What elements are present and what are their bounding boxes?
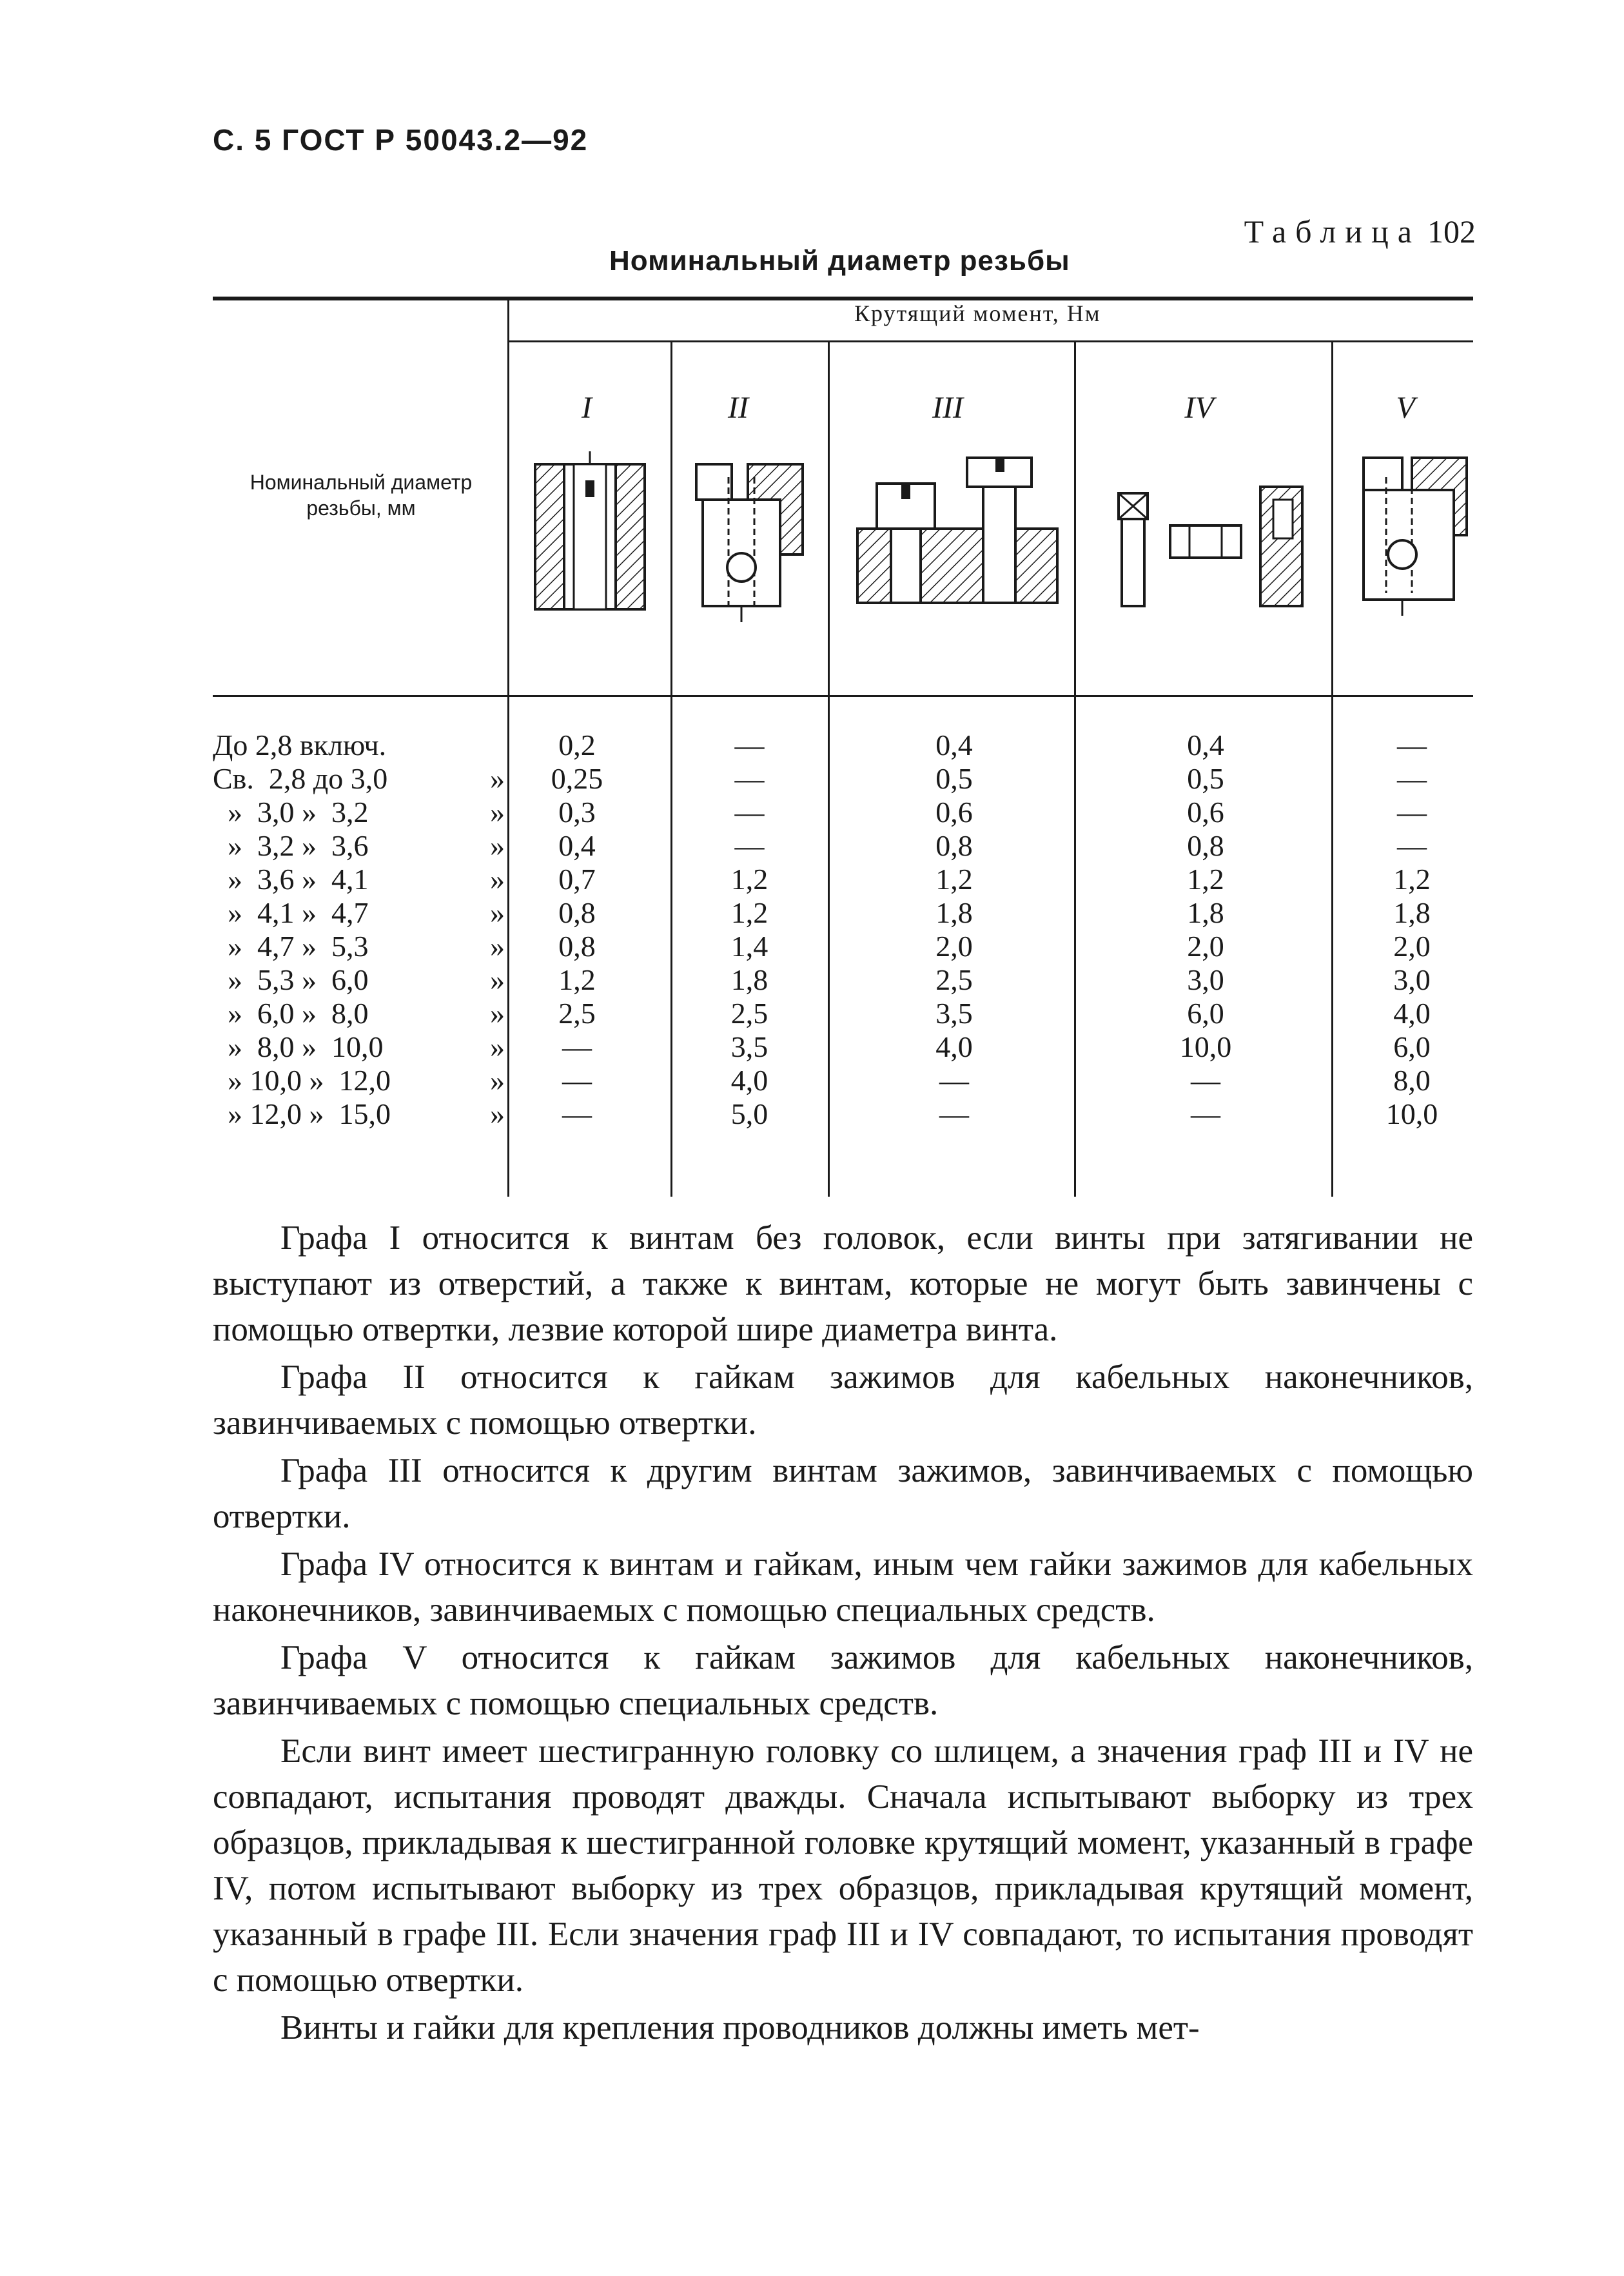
page-header: С. 5 ГОСТ Р 50043.2—92: [213, 123, 589, 157]
value-cell-4: 6,0: [1187, 997, 1224, 1030]
value-cell-5: 3,0: [1393, 963, 1431, 996]
value-cell-2: 1,2: [730, 896, 768, 929]
column-numeral-5: V: [1396, 391, 1415, 425]
value-cell-3: 4,0: [935, 1030, 973, 1063]
value-cell-4: 0,8: [1187, 829, 1224, 862]
table-row: [0, 796, 1624, 829]
table-row: [0, 863, 1624, 896]
value-cell-2: —: [734, 762, 765, 795]
range-cell: » 12,0 » 15,0: [213, 1097, 391, 1130]
ditto-mark: »: [490, 796, 505, 829]
value-cell-4: —: [1191, 1064, 1220, 1097]
value-cell-2: 3,5: [730, 1030, 768, 1063]
value-cell-3: 2,0: [935, 930, 973, 963]
value-cell-3: —: [939, 1097, 969, 1130]
table-row: [0, 896, 1624, 930]
range-cell: » 8,0 » 10,0: [213, 1030, 384, 1063]
value-cell-2: 1,8: [730, 963, 768, 996]
column-numeral-3: III: [932, 391, 963, 425]
paragraph-column-4: Графа IV относится к винтам и гайкам, иным чем гайки зажимов для кабельных наконечников, завинчиваемых с помощью специальных средств.: [213, 1545, 1473, 1629]
value-cell-3: —: [939, 1064, 969, 1097]
ditto-mark: »: [490, 1064, 505, 1097]
value-cell-3: 0,6: [935, 796, 973, 829]
paragraph-column-1: Графа I относится к винтам без головок, если винты при затягивании не выступают из отверстий, а также к винтам, которые не могут быть завинчены с помощью отвертки, лезвие которой шире диаметра винта.: [213, 1219, 1473, 1348]
range-cell: » 3,2 » 3,6: [213, 829, 369, 862]
value-cell-1: —: [562, 1064, 592, 1097]
range-cell: » 6,0 » 8,0: [213, 997, 369, 1030]
value-cell-2: 2,5: [730, 997, 768, 1030]
paragraph-continued: Винты и гайки для крепления проводников должны иметь мет-: [280, 2009, 1200, 2046]
ditto-mark: »: [490, 1097, 505, 1130]
value-cell-5: 6,0: [1393, 1030, 1431, 1063]
table-number: [1244, 213, 1476, 250]
value-cell-5: 1,2: [1393, 863, 1431, 896]
table-number-value: 102: [1427, 213, 1476, 250]
figure-slotted-screws: [851, 451, 1064, 619]
table-row: [0, 1097, 1624, 1131]
paragraph-column-2: Графа II относится к гайкам зажимов для кабельных наконечников, завинчиваемых с помощью отвертки.: [213, 1359, 1473, 1442]
paragraph-column-3: Графа III относится к другим винтам зажимов, завинчиваемых с помощью отвертки.: [213, 1452, 1473, 1535]
table-row: [0, 997, 1624, 1030]
row-header: Номинальный диаметр резьбы, мм: [249, 471, 473, 520]
value-cell-1: —: [562, 1030, 592, 1063]
column-numeral-4: IV: [1184, 391, 1214, 425]
range-cell: » 5,3 » 6,0: [213, 963, 369, 996]
table-row: [0, 762, 1624, 796]
ditto-mark: »: [490, 896, 505, 929]
value-cell-4: 1,8: [1187, 896, 1224, 929]
range-cell: » 3,0 » 3,2: [213, 796, 369, 829]
ditto-mark: »: [490, 997, 505, 1030]
range-cell: » 10,0 » 12,0: [213, 1064, 391, 1097]
value-cell-1: 0,7: [558, 863, 596, 896]
table-row: [0, 729, 1624, 762]
value-cell-5: —: [1397, 796, 1427, 829]
value-cell-3: 0,8: [935, 829, 973, 862]
value-cell-3: 0,4: [935, 729, 973, 761]
value-cell-5: —: [1397, 762, 1427, 795]
table-row: [0, 829, 1624, 863]
range-cell: » 4,1 » 4,7: [213, 896, 369, 929]
paragraph-hex-head: Если винт имеет шестигранную головку со шлицем, а значения граф III и IV не совпадают, испытания проводят дважды. Сначала испытывают выборку из трех образцов, прикладывая к шестигранной головке крутящий момент, указанный в графе IV, потом испытывают выборку из трех образцов, прикладывая крутящий момент, указанный в графе III. Если значения граф III и IV совпадают, то испытания проводят с помощью отвертки.: [213, 1732, 1473, 1999]
value-cell-3: 3,5: [935, 997, 973, 1030]
value-cell-5: —: [1397, 829, 1427, 862]
value-cell-4: 2,0: [1187, 930, 1224, 963]
value-cell-2: 5,0: [730, 1097, 768, 1130]
value-cell-3: 1,2: [935, 863, 973, 896]
column-numeral-2: II: [728, 391, 748, 425]
value-cell-1: 0,25: [551, 762, 603, 795]
value-cell-2: 4,0: [730, 1064, 768, 1097]
value-cell-2: —: [734, 829, 765, 862]
value-cell-3: 0,5: [935, 762, 973, 795]
table-row: [0, 963, 1624, 997]
range-cell: Св. 2,8 до 3,0: [213, 762, 388, 795]
value-cell-1: —: [562, 1097, 592, 1130]
ditto-mark: »: [490, 963, 505, 996]
value-cell-3: 1,8: [935, 896, 973, 929]
torque-underline: [509, 340, 1473, 342]
value-cell-2: —: [734, 729, 765, 761]
value-cell-5: —: [1397, 729, 1427, 761]
range-cell: » 3,6 » 4,1: [213, 863, 369, 896]
value-cell-2: 1,2: [730, 863, 768, 896]
table-row: [0, 1030, 1624, 1064]
torque-header: Крутящий момент, Нм: [854, 300, 1101, 326]
paragraph-column-5: Графа V относится к гайкам зажимов для кабельных наконечников, завинчиваемых с помощью специальных средств.: [213, 1639, 1473, 1722]
table-number-label: Таблица: [1244, 213, 1421, 250]
value-cell-4: 0,6: [1187, 796, 1224, 829]
body-text: [213, 1215, 1473, 2053]
ditto-mark: »: [490, 762, 505, 795]
value-cell-4: 3,0: [1187, 963, 1224, 996]
value-cell-1: 0,2: [558, 729, 596, 761]
value-cell-1: 0,4: [558, 829, 596, 862]
table-top-rule: [213, 297, 1473, 300]
figure-headless-screw: [529, 451, 651, 619]
table-caption: Номинальный диаметр резьбы: [609, 245, 1070, 277]
value-cell-4: 1,2: [1187, 863, 1224, 896]
table-head-rule: [213, 695, 1473, 697]
ditto-mark: »: [490, 863, 505, 896]
value-cell-3: 2,5: [935, 963, 973, 996]
value-cell-1: 0,3: [558, 796, 596, 829]
column-numeral-1: I: [582, 391, 592, 425]
value-cell-4: 0,5: [1187, 762, 1224, 795]
value-cell-1: 1,2: [558, 963, 596, 996]
table-row: [0, 930, 1624, 963]
value-cell-5: 8,0: [1393, 1064, 1431, 1097]
figure-hex-screw-nut: [1109, 464, 1315, 619]
table-row: [0, 1064, 1624, 1097]
value-cell-1: 2,5: [558, 997, 596, 1030]
figure-terminal-nut-special: [1351, 451, 1480, 625]
value-cell-5: 4,0: [1393, 997, 1431, 1030]
value-cell-4: 0,4: [1187, 729, 1224, 761]
value-cell-5: 2,0: [1393, 930, 1431, 963]
ditto-mark: »: [490, 930, 505, 963]
range-cell: » 4,7 » 5,3: [213, 930, 369, 963]
value-cell-5: 1,8: [1393, 896, 1431, 929]
figure-terminal-nut: [690, 451, 812, 632]
ditto-mark: »: [490, 1030, 505, 1063]
value-cell-5: 10,0: [1385, 1097, 1438, 1130]
value-cell-1: 0,8: [558, 930, 596, 963]
ditto-mark: »: [490, 829, 505, 862]
value-cell-4: —: [1191, 1097, 1220, 1130]
range-cell: До 2,8 включ.: [213, 729, 387, 761]
value-cell-4: 10,0: [1179, 1030, 1232, 1063]
value-cell-2: 1,4: [730, 930, 768, 963]
value-cell-1: 0,8: [558, 896, 596, 929]
value-cell-2: —: [734, 796, 765, 829]
